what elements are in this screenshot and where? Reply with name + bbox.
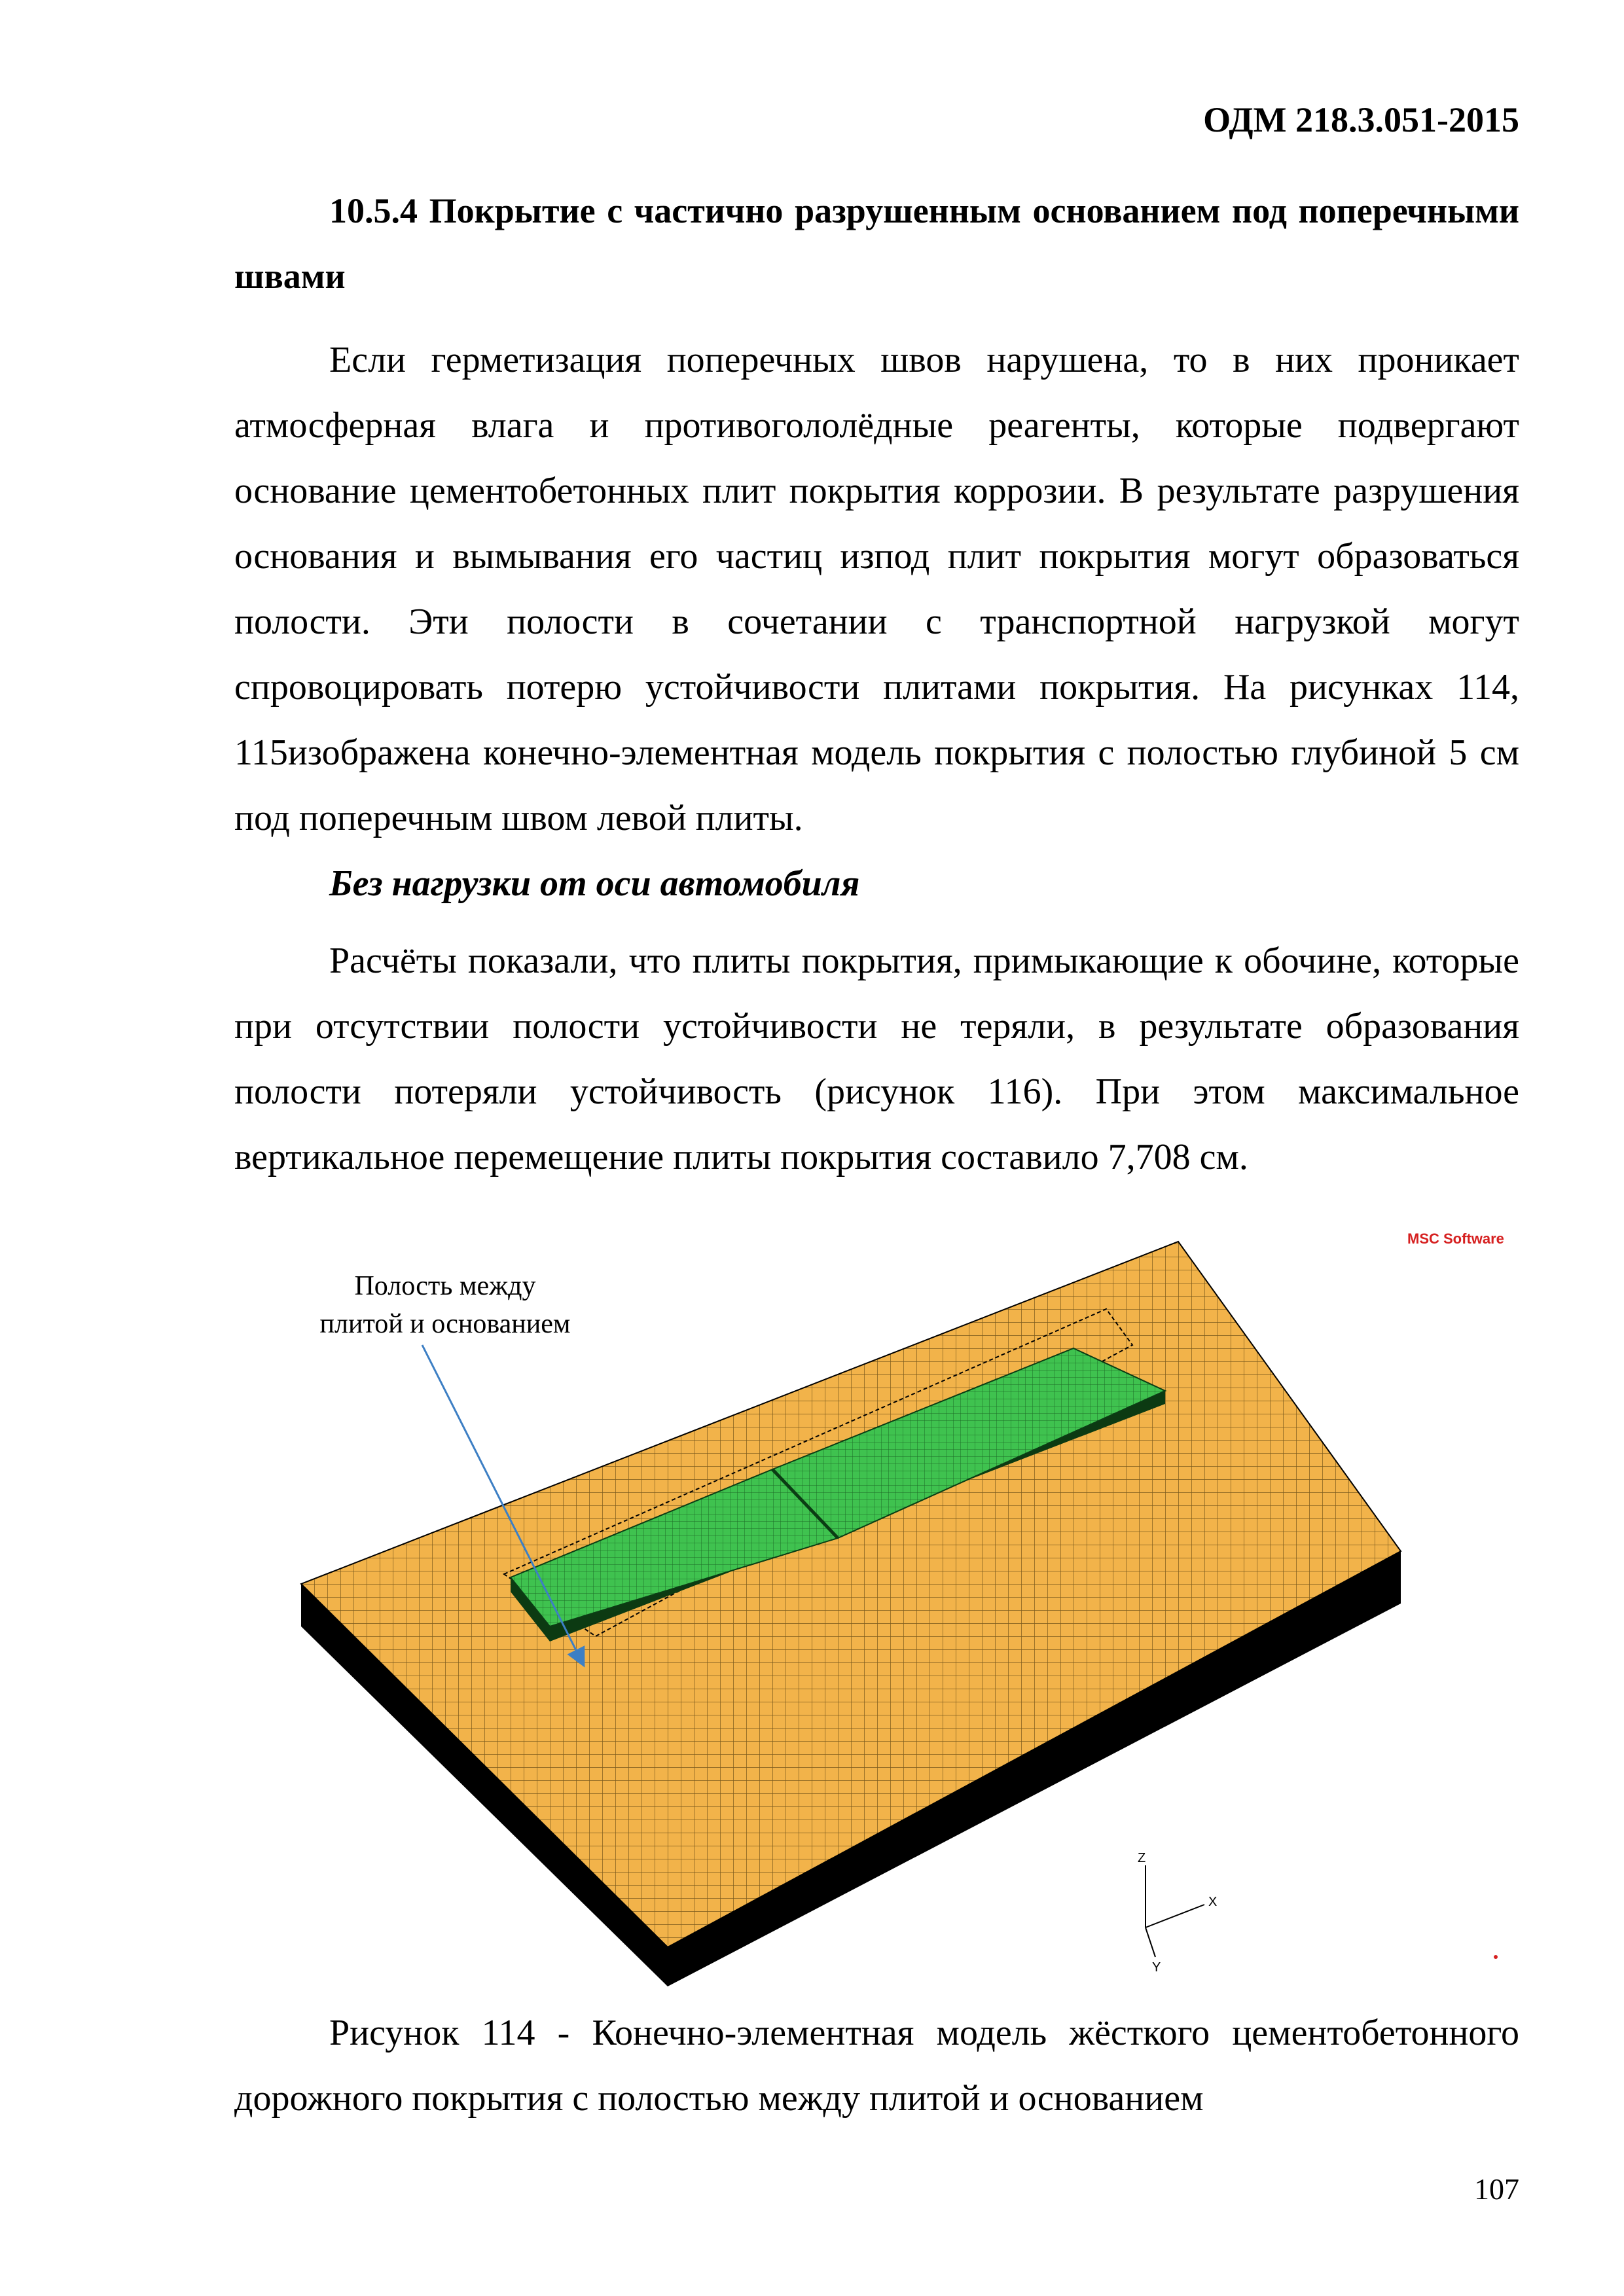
section-number: 10.5.4 — [329, 191, 418, 230]
callout-line-2: плитой и основанием — [319, 1309, 571, 1339]
page-number: 107 — [1474, 2172, 1519, 2206]
cavity-callout — [288, 1267, 602, 1343]
axis-z-label: Z — [1138, 1851, 1146, 1865]
msc-software-logo: MSC Software — [1407, 1230, 1504, 1247]
callout-line-1: Полость между — [354, 1271, 536, 1301]
red-mark — [1494, 1955, 1498, 1959]
figure-caption: Рисунок 114 - Конечно-элементная модель жёсткого цементобетонного дорожного покрытия с полостью между плитой и основанием — [234, 2013, 1519, 2119]
paragraph-intro: Если герметизация поперечных швов нарушена, то в них проникает атмосферная влага и противогололёдные реагенты, которые подвергают основание цементобетонных плит покрытия коррозии. В результате разрушения основания и вымывания его частиц изпод плит покрытия могут образоваться полости. Эти полости в сочетании с транспортной нагрузкой могут спровоцировать потерю устойчивости плитами покрытия. На рисунках 114, 115изображена конечно-элементная модель покрытия с полостью глубиной 5 см под поперечным швом левой плиты. — [234, 340, 1519, 838]
document-code: ОДМ 218.3.051-2015 — [1203, 100, 1519, 139]
paragraph-results: Расчёты показали, что плиты покрытия, примыкающие к обочине, которые при отсутствии полости устойчивости не теряли, в результате образования полости потеряли устойчивость (рисунок 116). При этом максимальное вертикальное перемещение плиты покрытия составило 7,708 см. — [234, 941, 1519, 1177]
axis-y-label: Y — [1152, 1960, 1161, 1975]
base-mesh-surface — [301, 1242, 1401, 1947]
figure-114 — [262, 1204, 1532, 1996]
subheading: Без нагрузки от оси автомобиля — [329, 863, 860, 904]
axis-x-label: X — [1208, 1895, 1218, 1909]
axis-triad — [1146, 1865, 1204, 1957]
section-title-text: Покрытие с частично разрушенным основанием под поперечными швами — [234, 191, 1519, 296]
section-heading — [234, 178, 1519, 309]
